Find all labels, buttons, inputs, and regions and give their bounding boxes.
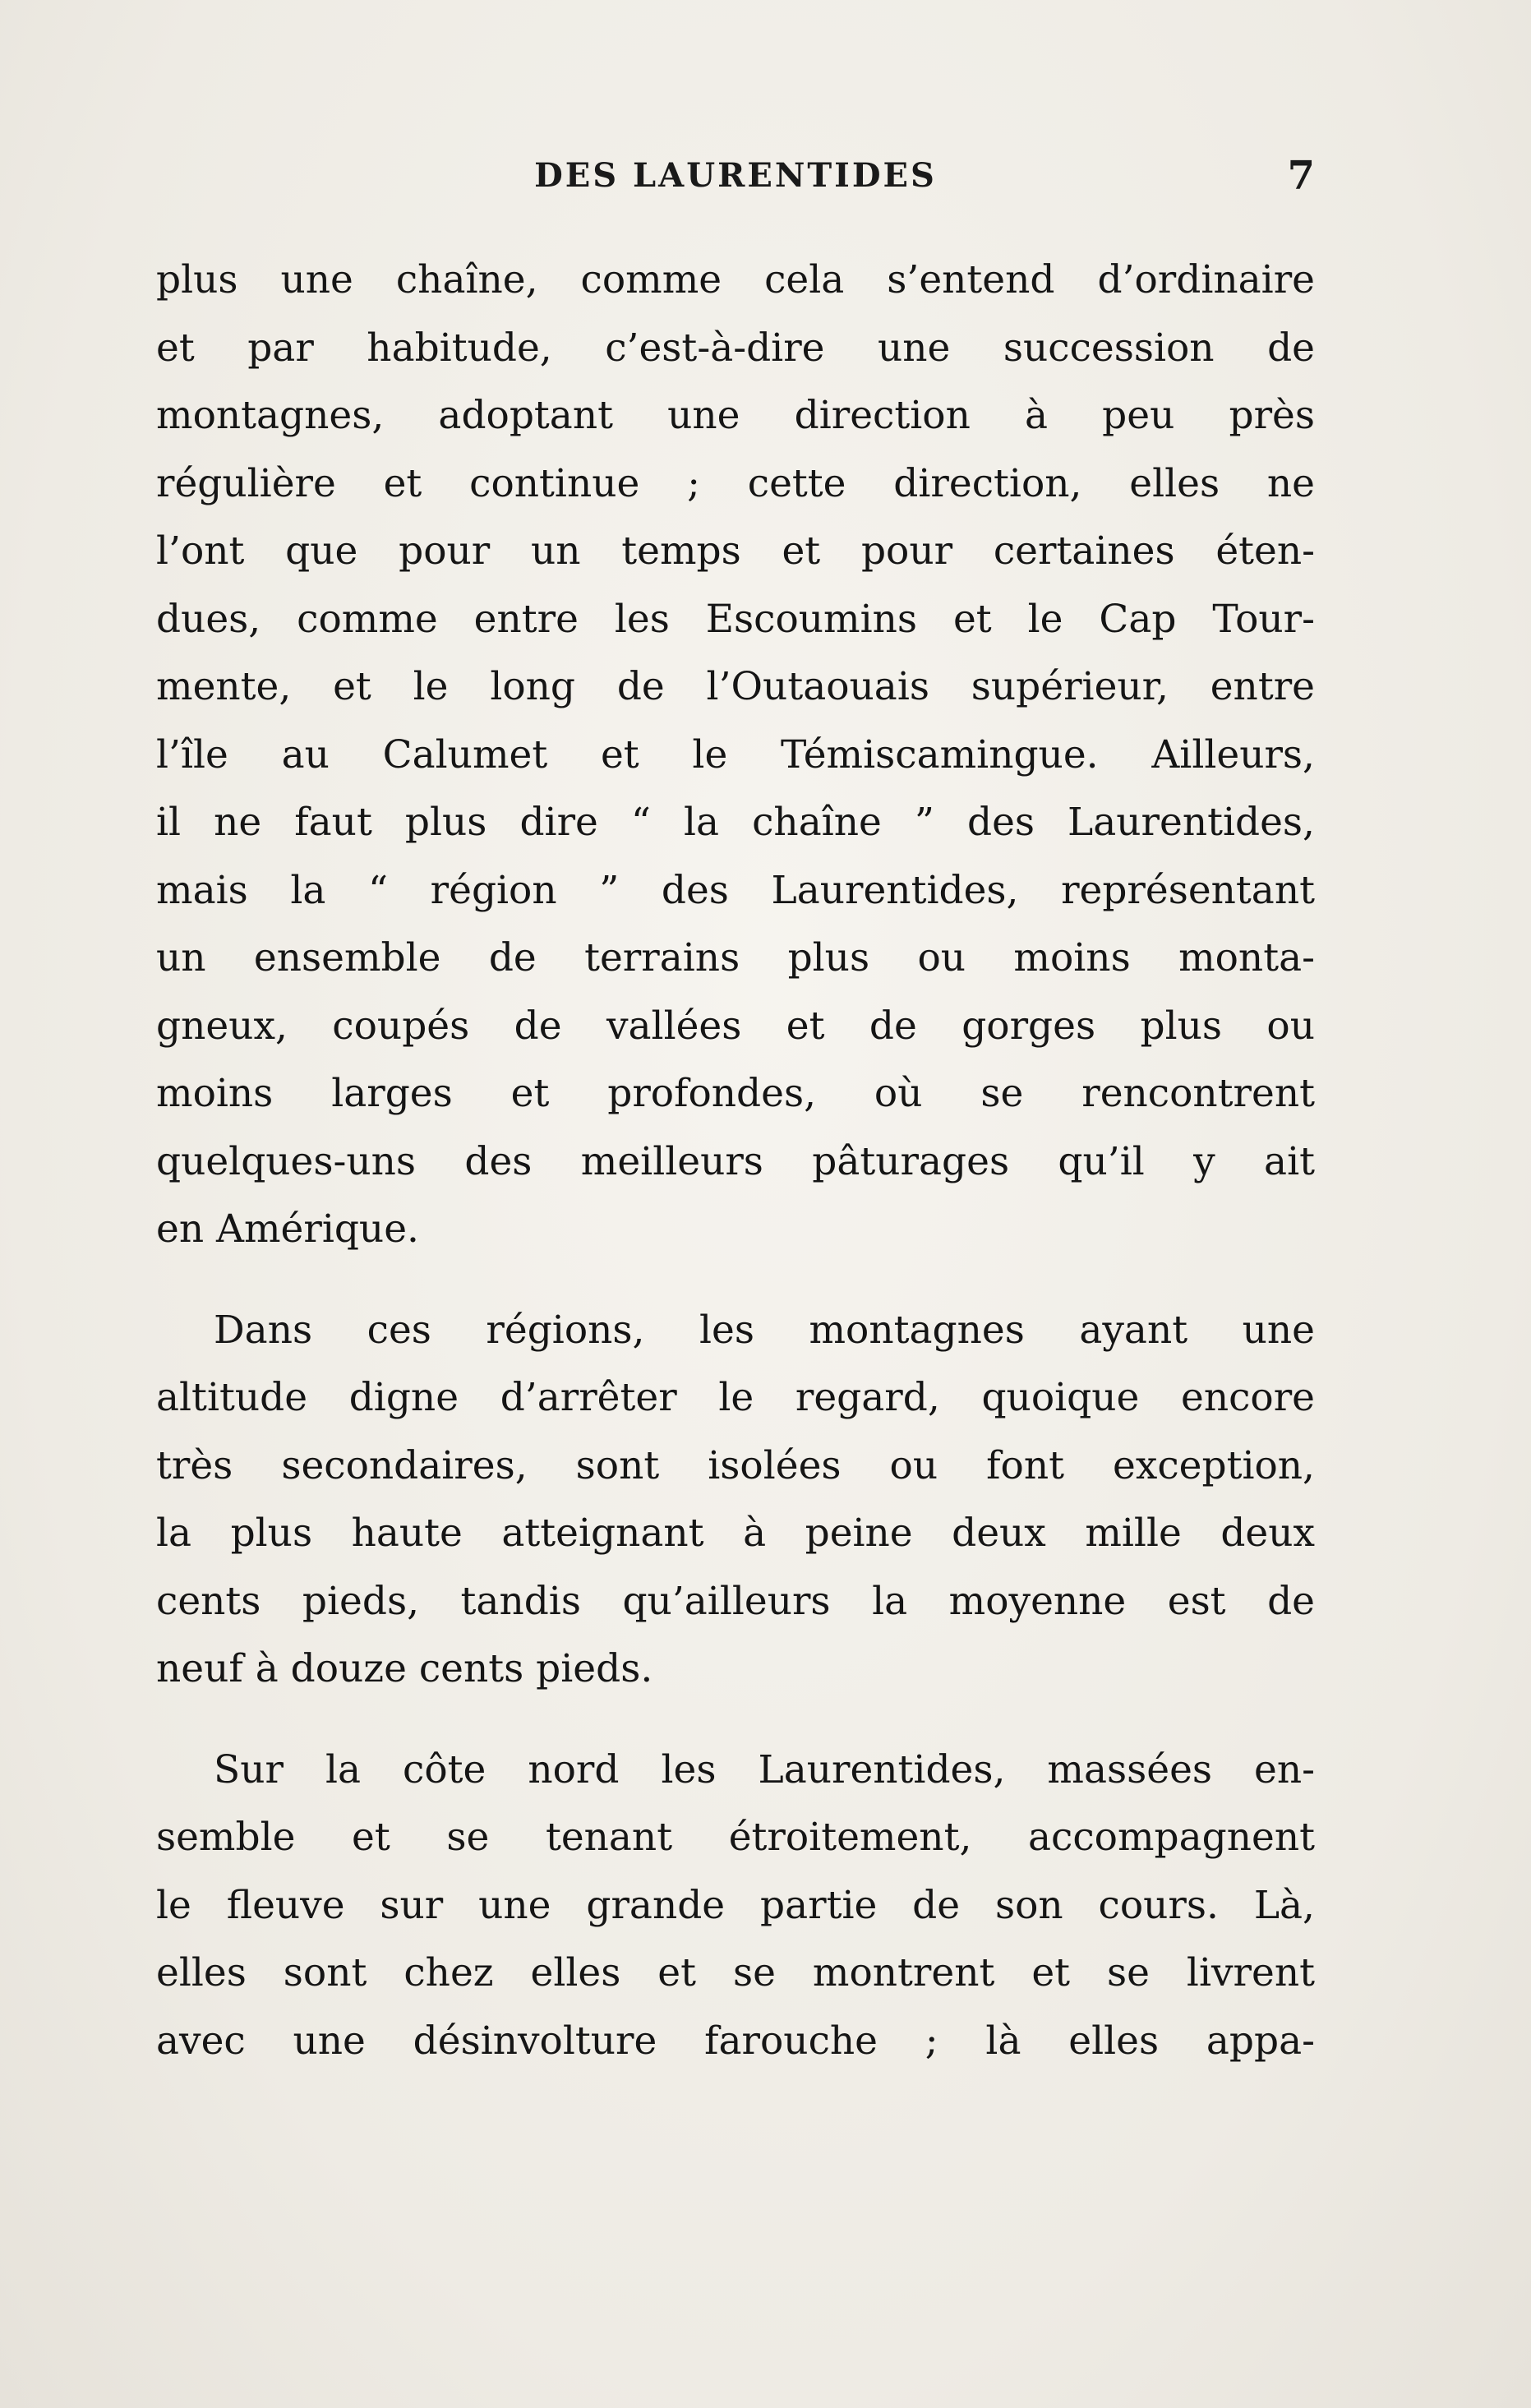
body-text [156,247,1315,2075]
running-head [156,153,1315,205]
text-line: semble et se tenant étroitement, accompagnent [156,1815,1315,1860]
text-line: quelques-uns des meilleurs pâturages qu’il y ait [156,1138,1315,1184]
paragraph-2 [156,1297,1315,1704]
text-line: gneux, coupés de vallées et de gorges plus ou [156,1003,1315,1049]
paragraph-3 [156,1737,1315,2076]
text-line: en Amérique. [156,1206,419,1252]
text-line: plus une chaîne, comme cela s’entend d’ordinaire [156,257,1315,302]
text-line: très secondaires, sont isolées ou font exception, [156,1442,1315,1488]
text-line: mais la “ région ” des Laurentides, représentant [156,867,1315,913]
text-line: elles sont chez elles et se montrent et se livrent [156,1950,1315,1995]
text-line: l’ont que pour un temps et pour certaines éten- [156,528,1315,574]
text-line: altitude digne d’arrêter le regard, quoique encore [156,1375,1315,1420]
text-line: régulière et continue ; cette direction, elles ne [156,460,1315,506]
text-line: avec une désinvolture farouche ; là elles appa- [156,2018,1315,2064]
text-line: moins larges et profondes, où se rencontrent [156,1071,1315,1116]
text-line: le fleuve sur une grande partie de son cours. Là, [156,1882,1315,1928]
text-line: cents pieds, tandis qu’ailleurs la moyenne est de [156,1578,1315,1624]
running-title: DES LAURENTIDES [534,156,937,195]
text-line: montagnes, adoptant une direction à peu près [156,393,1315,438]
text-line: la plus haute atteignant à peine deux mille deux [156,1511,1315,1556]
paragraph-gap [156,1264,1315,1297]
paragraph-gap [156,1704,1315,1737]
text-line: et par habitude, c’est-à-dire une succession de [156,325,1315,371]
page-number: 7 [1287,153,1315,199]
text-line: dues, comme entre les Escoumins et le Cap Tour- [156,596,1315,642]
text-line: l’île au Calumet et le Témiscamingue. Ailleurs, [156,731,1315,777]
text-line: mente, et le long de l’Outaouais supérieur, entre [156,664,1315,709]
text-line: il ne faut plus dire “ la chaîne ” des Laurentides, [156,800,1315,845]
paragraph-1 [156,247,1315,1264]
text-line: neuf à douze cents pieds. [156,1646,653,1691]
text-line: un ensemble de terrains plus ou moins monta- [156,935,1315,980]
text-line: Sur la côte nord les Laurentides, massées en- [214,1746,1315,1792]
text-line: Dans ces régions, les montagnes ayant une [214,1307,1315,1353]
